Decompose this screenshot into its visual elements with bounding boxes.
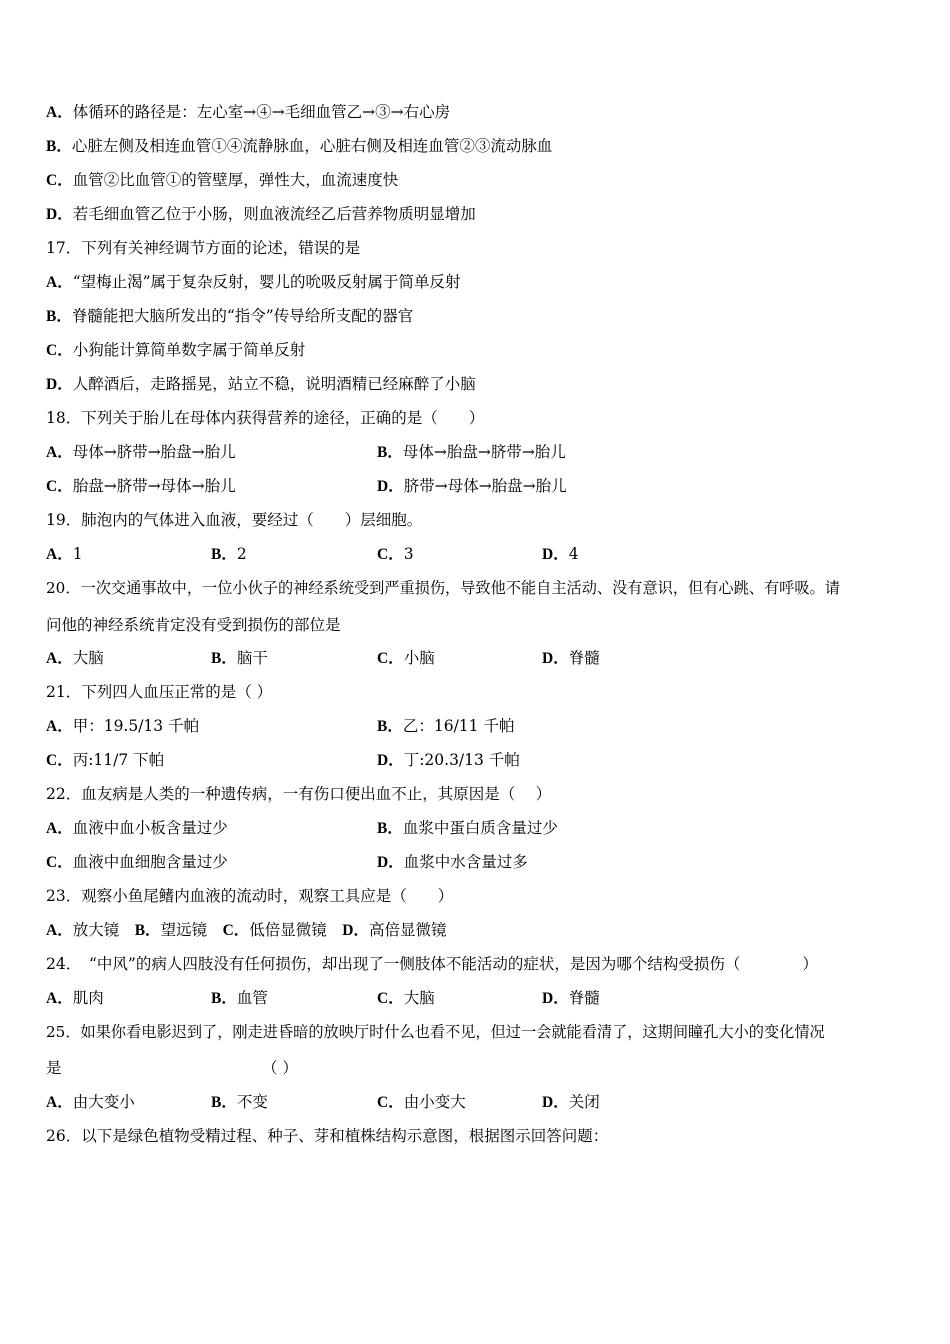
q26-stem: 26．以下是绿色植物受精过程、种子、芽和植株结构示意图，根据图示回答问题： (46, 1127, 609, 1145)
q25-option-b: B．不变 (211, 1093, 268, 1111)
q20-stem-line1: 20．一次交通事故中，一位小伙子的神经系统受到严重损伤，导致他不能自主活动、没有意识，但有心跳、有呼吸。请 (46, 579, 840, 597)
q21-option-b: B．乙：16/11 千帕 (377, 717, 515, 735)
q25-option-a: A．由大变小 (46, 1093, 135, 1111)
q16-option-b: B．心脏左侧及相连血管①④流静脉血，心脏右侧及相连血管②③流动脉血 (46, 137, 553, 155)
q20-option-c: C．小脑 (377, 649, 435, 667)
q16-option-a: A．体循环的路径是：左心室→④→毛细血管乙→③→右心房 (46, 103, 451, 121)
q21-stem: 21．下列四人血压正常的是（ ） (46, 683, 273, 701)
q23-options: A．放大镜 B．望远镜 C．低倍显微镜 D．高倍显微镜 (46, 921, 447, 939)
q25-option-c: C．由小变大 (377, 1093, 466, 1111)
q18-option-a: A．母体→脐带→胎盘→胎儿 (46, 443, 236, 461)
q25-stem-line1: 25．如果你看电影迟到了，刚走进昏暗的放映厅时什么也看不见，但过一会就能看清了，这期间瞳孔大小的变化情况 (46, 1023, 825, 1041)
q19-stem: 19．肺泡内的气体进入血液，要经过（ ）层细胞。 (46, 511, 423, 529)
q25-answer-paren: （ ） (262, 1059, 298, 1077)
q20-stem-line2: 问他的神经系统肯定没有受到损伤的部位是 (46, 616, 341, 634)
q24-stem: 24． “中风”的病人四肢没有任何损伤，却出现了一侧肢体不能活动的症状，是因为哪个结构受损伤（ ） (46, 955, 818, 973)
q18-option-b: B．母体→胎盘→脐带→胎儿 (377, 443, 566, 461)
q24-option-c: C．大脑 (377, 989, 435, 1007)
q22-option-d: D．血浆中水含量过多 (377, 853, 528, 871)
q17-stem: 17．下列有关神经调节方面的论述，错误的是 (46, 239, 361, 257)
q17-option-b: B．脊髓能把大脑所发出的“指令”传导给所支配的器官 (46, 307, 414, 325)
q22-option-b: B．血浆中蛋白质含量过少 (377, 819, 558, 837)
q22-stem: 22．血友病是人类的一种遗传病，一有伤口便出血不止，其原因是（ ） (46, 785, 552, 803)
q18-stem: 18．下列关于胎儿在母体内获得营养的途径，正确的是（ ） (46, 409, 485, 427)
q23-stem: 23．观察小鱼尾鳍内血液的流动时，观察工具应是（ ） (46, 887, 454, 905)
q18-option-c: C．胎盘→脐带→母体→胎儿 (46, 477, 236, 495)
q19-option-d: D．4 (542, 545, 579, 563)
q21-option-c: C．丙:11/7 下帕 (46, 751, 165, 769)
q19-option-a: A．1 (46, 545, 83, 563)
q20-option-d: D．脊髓 (542, 649, 600, 667)
q17-option-a: A．“望梅止渴”属于复杂反射，婴儿的吮吸反射属于简单反射 (46, 273, 461, 291)
q21-option-a: A．甲：19.5/13 千帕 (46, 717, 200, 735)
q20-option-a: A．大脑 (46, 649, 104, 667)
q16-option-c: C．血管②比血管①的管壁厚，弹性大，血流速度快 (46, 171, 399, 189)
q17-option-d: D．人醉酒后，走路摇晃，站立不稳，说明酒精已经麻醉了小脑 (46, 375, 476, 393)
q16-option-d: D．若毛细血管乙位于小肠，则血液流经乙后营养物质明显增加 (46, 205, 476, 223)
q24-option-d: D．脊髓 (542, 989, 600, 1007)
q18-option-d: D．脐带→母体→胎盘→胎儿 (377, 477, 567, 495)
q25-stem-line2: 是 (46, 1059, 62, 1077)
q24-option-b: B．血管 (211, 989, 268, 1007)
q19-option-c: C．3 (377, 545, 414, 563)
q21-option-d: D．丁:20.3/13 千帕 (377, 751, 520, 769)
q19-option-b: B．2 (211, 545, 247, 563)
q20-option-b: B．脑干 (211, 649, 268, 667)
q25-option-d: D．关闭 (542, 1093, 600, 1111)
q22-option-a: A．血液中血小板含量过少 (46, 819, 228, 837)
q17-option-c: C．小狗能计算简单数字属于简单反射 (46, 341, 306, 359)
q24-option-a: A．肌肉 (46, 989, 104, 1007)
q22-option-c: C．血液中血细胞含量过少 (46, 853, 228, 871)
